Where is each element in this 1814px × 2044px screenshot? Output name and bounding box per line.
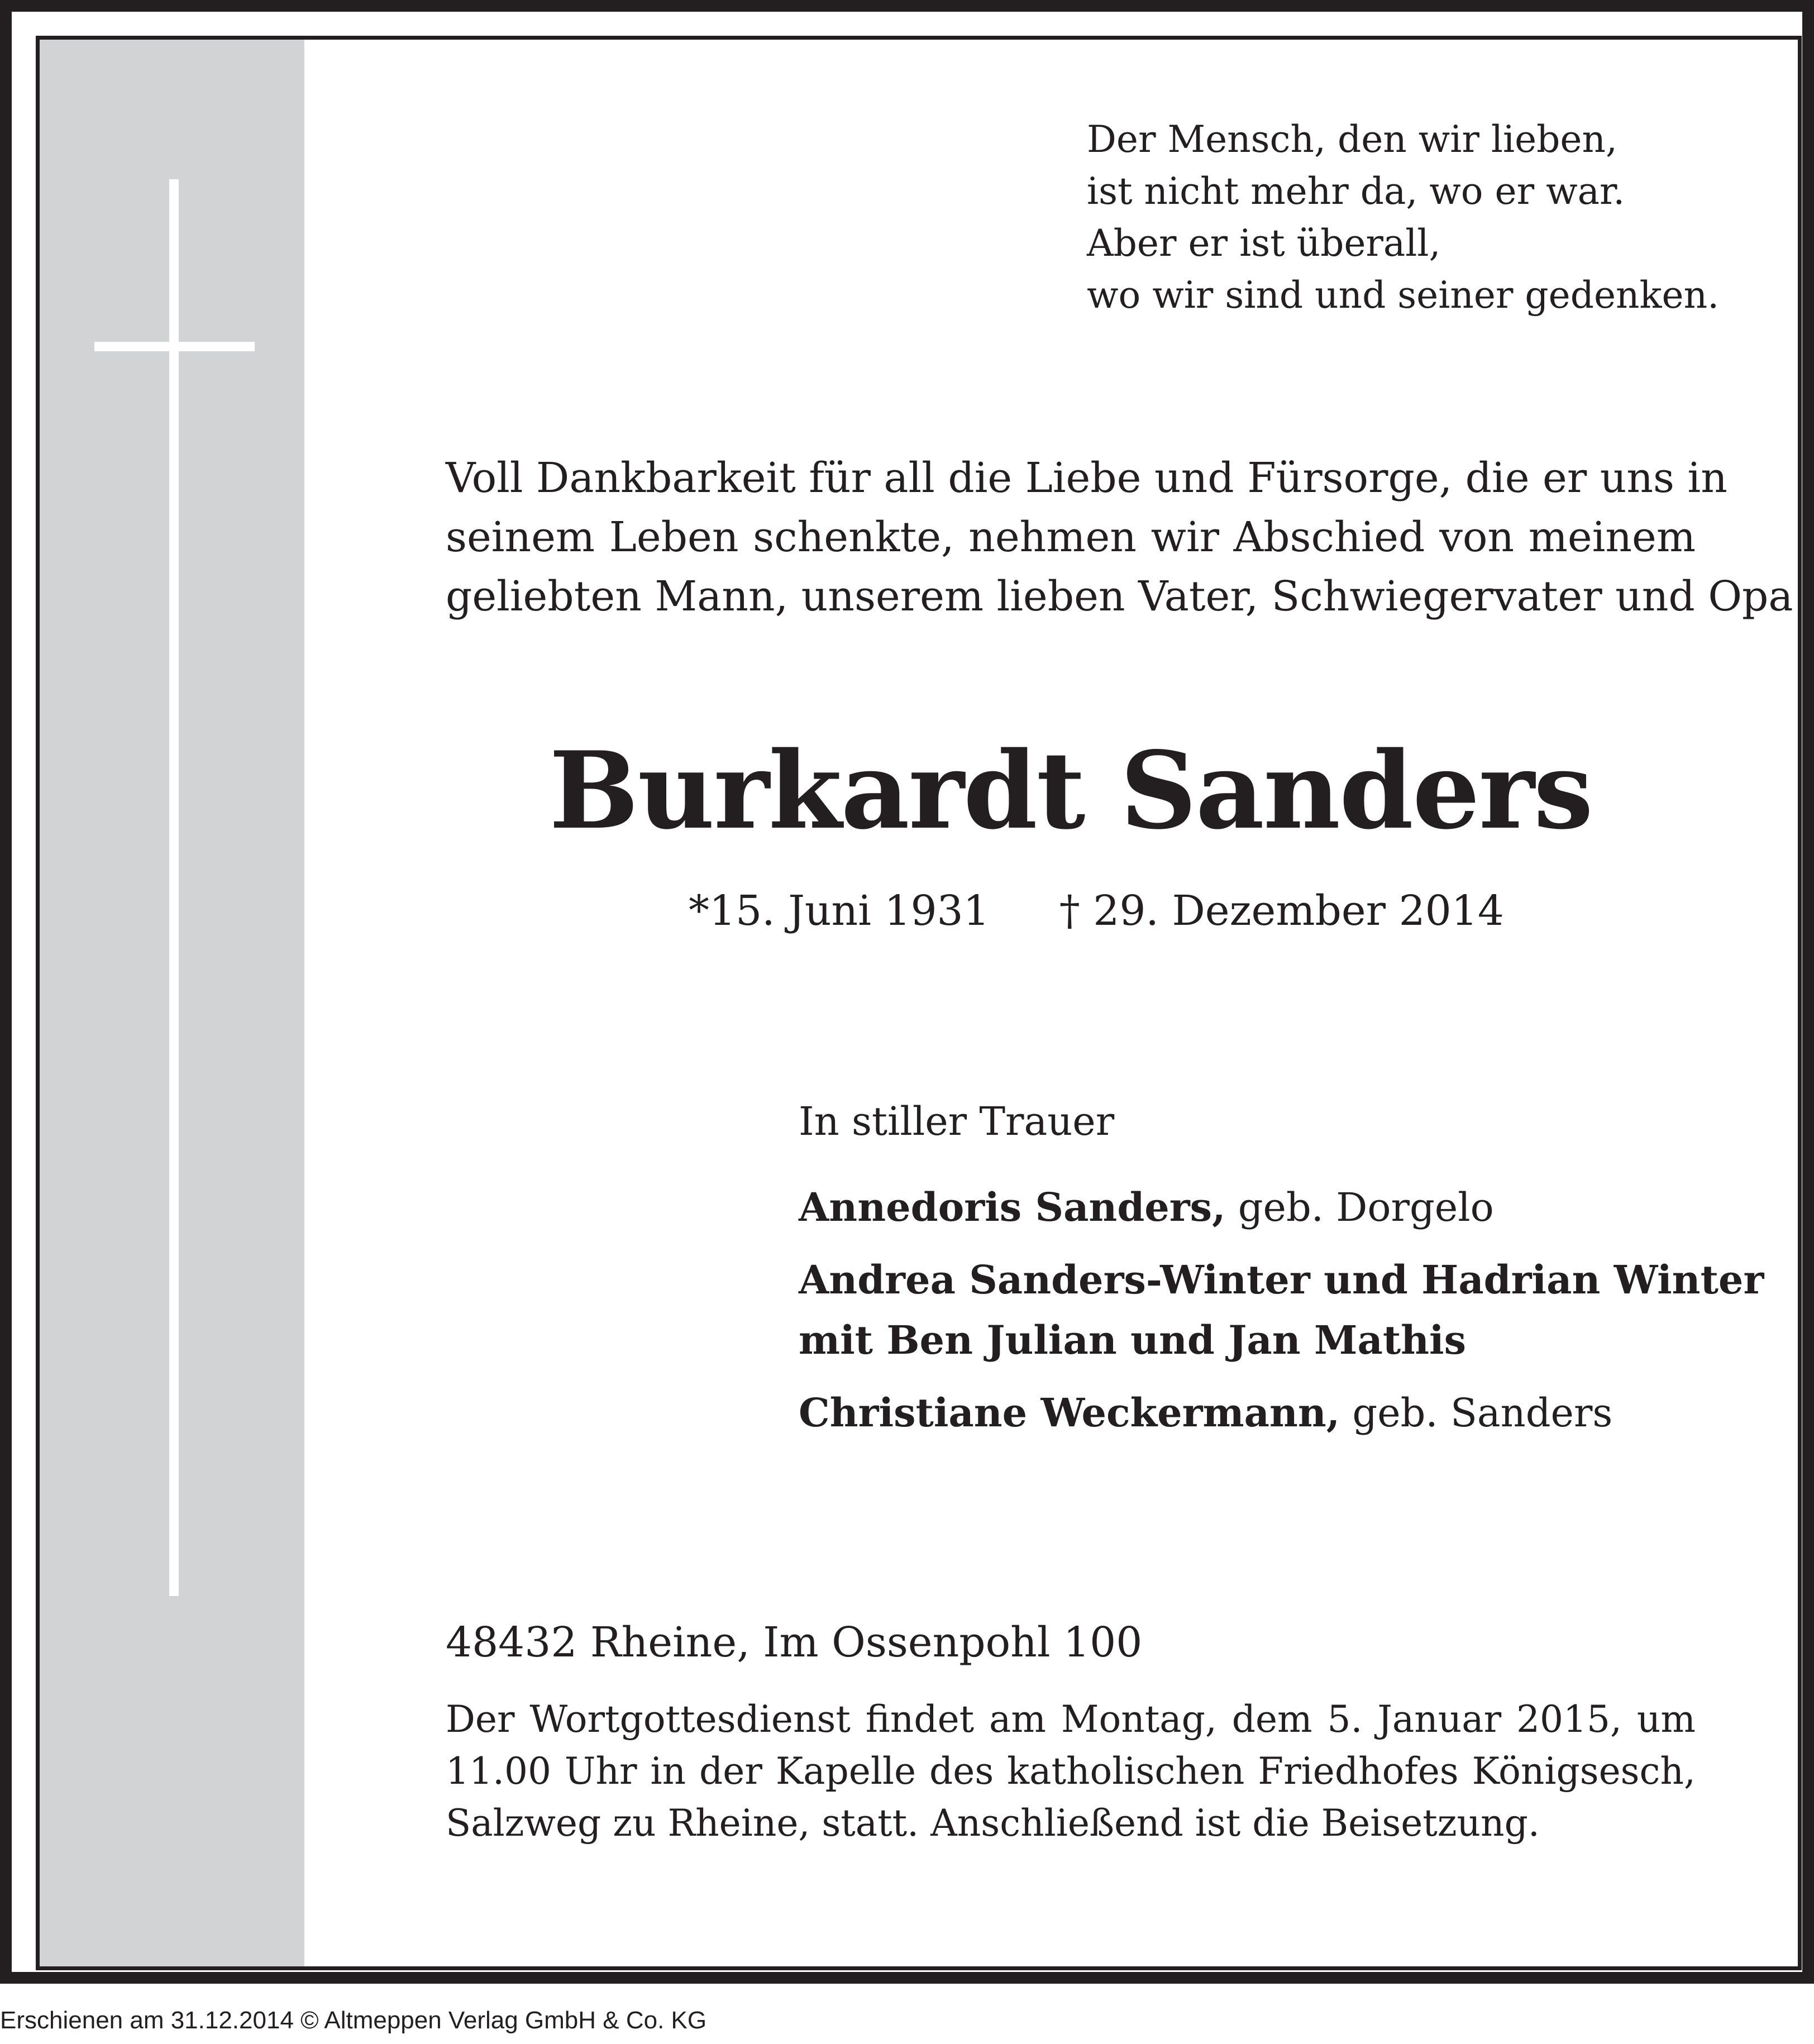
deceased-name: Burkardt Sanders (549, 728, 1592, 853)
service-info (446, 1693, 1696, 1849)
mourner-name: Andrea Sanders-Winter und Hadrian Winter (799, 1257, 1764, 1303)
poem-line: Der Mensch, den wir lieben, (1087, 118, 1617, 161)
service-line: 11.00 Uhr in der Kapelle des katholischen Friedhofes Königsesch, (446, 1750, 1696, 1793)
cross-vertical-bar (169, 179, 179, 1596)
service-line: Salzweg zu Rheine, statt. Anschließend ist die Beisetzung. (446, 1802, 1540, 1845)
life-dates (689, 883, 1504, 939)
mourner-name: Christiane Weckermann, (799, 1389, 1340, 1436)
publication-footer: Erschienen am 31.12.2014 © Altmeppen Verlag GmbH & Co. KG (0, 2007, 707, 2034)
intro-line: Voll Dankbarkeit für all die Liebe und Fürsorge, die er uns in (446, 454, 1727, 502)
poem-line: Aber er ist überall, (1087, 222, 1441, 265)
side-band (40, 40, 304, 1966)
poem-line: ist nicht mehr da, wo er war. (1087, 170, 1625, 213)
mourner-suffix: geb. Dorgelo (1225, 1185, 1494, 1230)
mourners-block (799, 1091, 1764, 1455)
intro-text (446, 448, 1793, 626)
mourner-entry (799, 1383, 1764, 1443)
mourner-entry (799, 1250, 1764, 1310)
family-address: 48432 Rheine, Im Ossenpohl 100 (446, 1618, 1143, 1666)
mourner-entry (799, 1177, 1764, 1238)
mourners-heading: In stiller Trauer (799, 1099, 1115, 1144)
death-date: † 29. Dezember 2014 (1059, 887, 1504, 935)
notice-inner-frame (36, 36, 1802, 1970)
mourner-entry (799, 1310, 1764, 1370)
intro-line: geliebten Mann, unserem lieben Vater, Schwiegervater und Opa (446, 572, 1793, 620)
birth-date: *15. Juni 1931 (689, 887, 990, 935)
service-line: Der Wortgottesdienst findet am Montag, dem 5. Januar 2015, um (446, 1698, 1696, 1741)
mourner-name: mit Ben Julian und Jan Mathis (799, 1317, 1467, 1363)
mourner-suffix: geb. Sanders (1340, 1390, 1613, 1436)
intro-line: seinem Leben schenkte, nehmen wir Abschied von meinem (446, 513, 1696, 561)
mourner-name: Annedoris Sanders, (799, 1184, 1226, 1230)
cross-horizontal-bar (94, 342, 255, 351)
poem-line: wo wir sind und seiner gedenken. (1087, 274, 1720, 317)
poem (1087, 113, 1757, 321)
